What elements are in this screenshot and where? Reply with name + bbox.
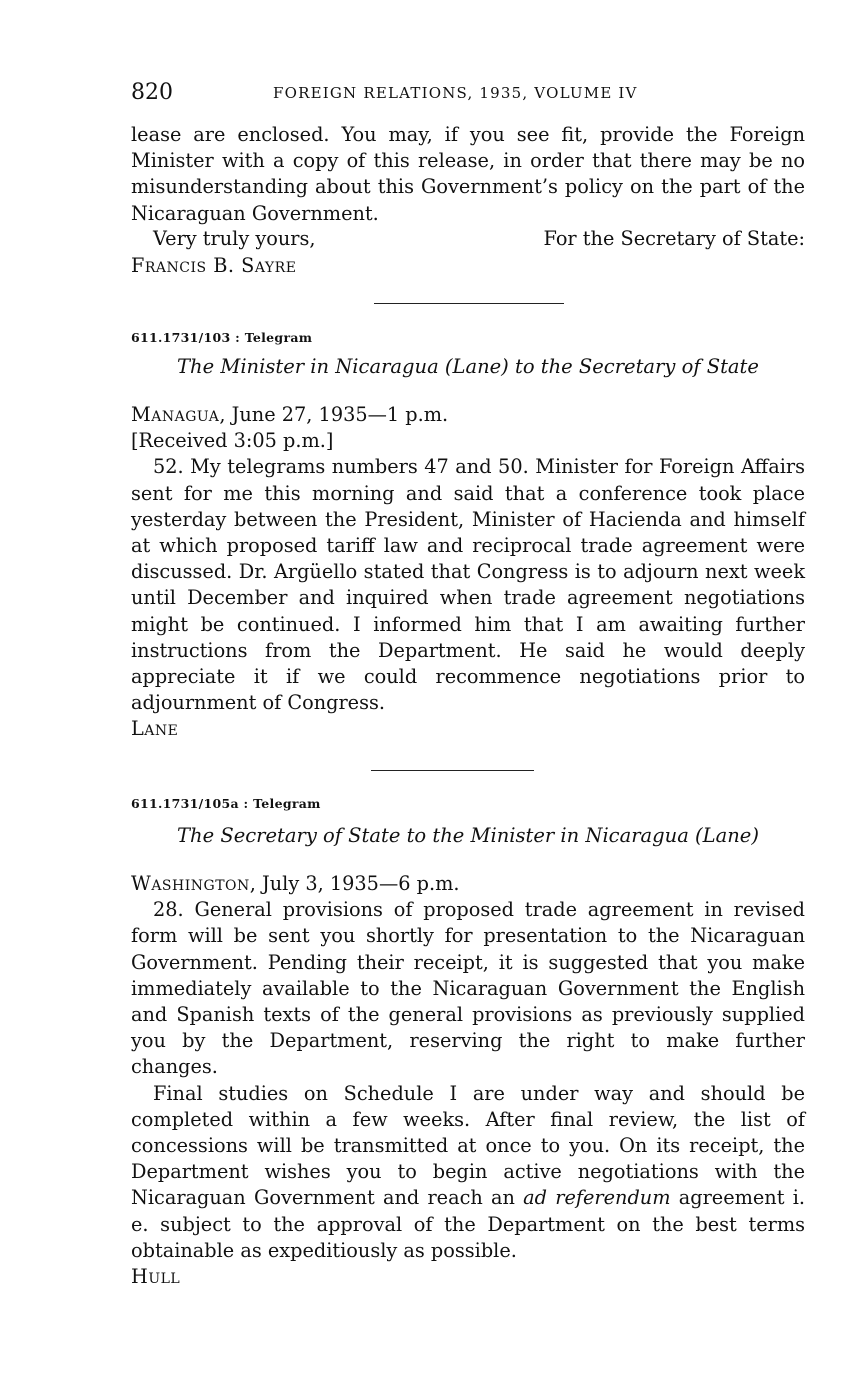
letter-continuation [131, 122, 805, 279]
document-title: The Secretary of State to the Minister in Nicaragua (Lane) [177, 824, 759, 847]
for-secretary-line: For the Secretary of State: [543, 226, 805, 250]
telegram-paragraph: 28. General provisions of proposed trade agreement in revised form will be sent you shortly for presentation to the Nicaraguan Government. Pending their receipt, it is suggested that you make immediately available to the Nicaraguan Government the English and Spanish texts of the general provisions as previously supplied you by the Department, reserving the right to make further changes. [131, 898, 805, 1079]
page-header [131, 80, 805, 108]
dateline-place: Washington [131, 872, 250, 895]
telegram-hull [131, 871, 805, 1290]
section-divider [371, 770, 534, 771]
signature-hull: Hull [131, 1265, 181, 1289]
dateline [131, 871, 805, 897]
running-title: FOREIGN RELATIONS, 1935, VOLUME IV [273, 84, 638, 102]
received-line: [Received 3:05 p.m.] [131, 429, 334, 453]
letter-body: lease are enclosed. You may, if you see fit, provide the Foreign Minister with a copy of this release, in order that there may be no misunderstanding about this Government’s policy on the part of the Nicaraguan Government. [131, 123, 805, 225]
section-divider [374, 303, 564, 304]
dateline-place: Managua [131, 403, 220, 426]
telegram-paragraph [131, 1081, 805, 1264]
paragraph-text: Final studies on Schedule I are under way and should be completed within a few weeks. After final review, the list of concessions will be transmitted at once to you. On its receipt, the Department wishes you to begin active negotiations with the Nicaraguan Government and reach an [131, 1081, 805, 1210]
telegram-lane [131, 402, 805, 743]
dateline [131, 402, 805, 428]
signature-lane: Lane [131, 717, 179, 741]
dateline-date: , July 3, 1935—6 p.m. [249, 872, 460, 895]
page-number: 820 [131, 80, 173, 105]
dateline-date: , June 27, 1935—1 p.m. [219, 403, 449, 426]
telegram-body: 52. My telegrams numbers 47 and 50. Minister for Foreign Affairs sent for me this morning and said that a conference took place yesterday between the President, Minister of Hacienda and himself at which proposed tariff law and reciprocal trade agreement were discussed. Dr. Argüello stated that Congress is to adjourn next week until December and inquired when trade agreement negotiations might be continued. I informed him that I am awaiting further instructions from the Department. He said he would deeply appreciate it if we could recommence negotiations prior to adjournment of Congress. [131, 455, 805, 715]
closing-salutation: Very truly yours, [153, 226, 316, 250]
file-reference: 611.1731/105a : Telegram [131, 796, 321, 811]
file-reference: 611.1731/103 : Telegram [131, 330, 313, 345]
paragraph-text: agreement i. e. subject to the approval of the Department on the best terms obtainable as expeditiously as possible. [131, 1186, 806, 1262]
closing-row [131, 227, 805, 253]
signature-sayre: Francis B. Sayre [131, 253, 297, 277]
italic-term: ad referendum [523, 1186, 671, 1210]
document-title: The Minister in Nicaragua (Lane) to the Secretary of State [177, 355, 759, 378]
